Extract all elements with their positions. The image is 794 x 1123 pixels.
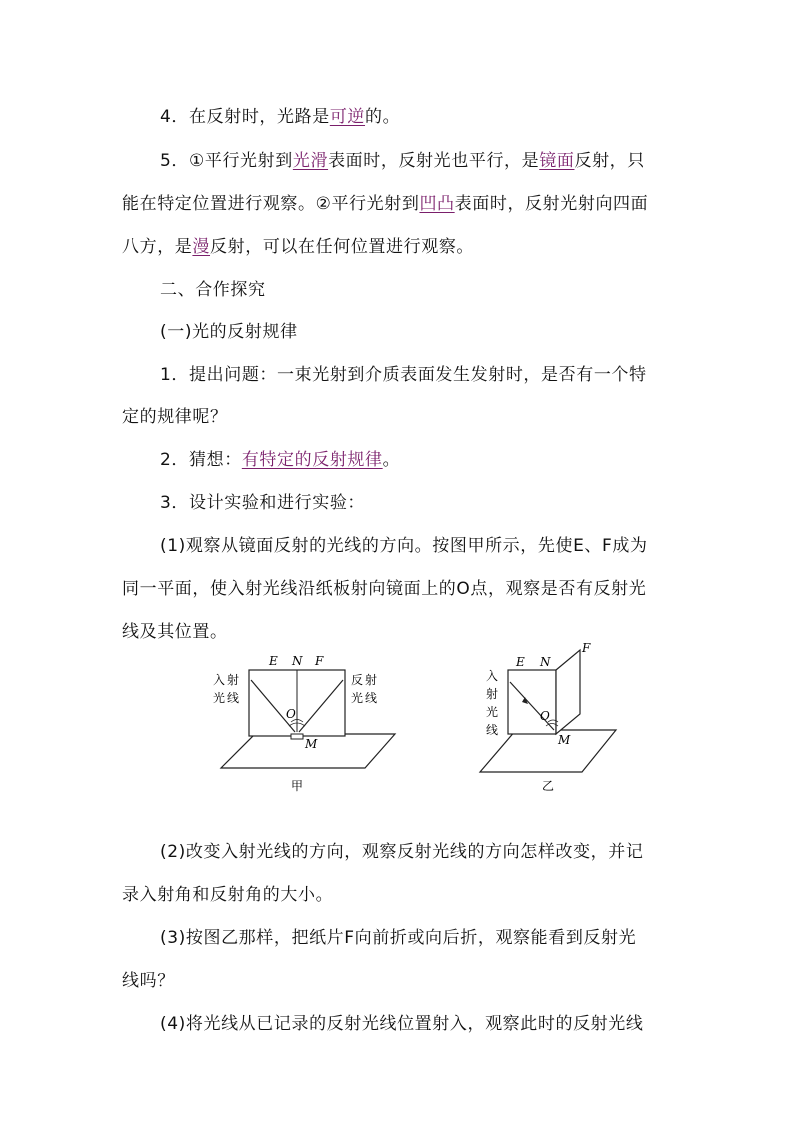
label-incident-4: 线 <box>227 691 240 705</box>
label-reflected-4: 线 <box>365 691 378 705</box>
label-incident-1: 入 <box>486 669 499 683</box>
step-3: 3．设计实验和进行实验： <box>160 493 366 513</box>
label-reflected-2: 射 <box>365 673 378 687</box>
label-incident-3: 光 <box>486 705 499 719</box>
text: 5．①平行光射到 <box>160 151 293 171</box>
item-5-line-2 <box>122 193 648 215</box>
label-e: E <box>269 654 278 668</box>
step-3-2-line-1: (2)改变入射光线的方向，观察反射光线的方向怎样改变，并记 <box>160 842 644 862</box>
label-reflected-1: 反 <box>351 673 364 687</box>
text: 能在特定位置进行观察。②平行光射到 <box>122 194 420 214</box>
text: 的。 <box>365 107 401 127</box>
text: 反射，只 <box>574 151 645 171</box>
step-1-line-2: 定的规律呢？ <box>122 407 228 427</box>
mirror-m <box>291 734 303 739</box>
label-reflected-3: 光 <box>351 691 364 705</box>
label-m: M <box>558 733 571 747</box>
text: 。 <box>382 450 401 470</box>
caption-yi: 乙 <box>542 779 555 793</box>
text: 表面时，反射光也平行，是 <box>328 151 540 171</box>
step-3-1-line-1: (1)观察从镜面反射的光线的方向。按图甲所示，先使E、F成为 <box>160 536 648 556</box>
step-2 <box>160 449 400 471</box>
subsection-heading: (一)光的反射规律 <box>160 322 298 342</box>
item-4 <box>160 106 400 128</box>
label-n: N <box>292 654 303 668</box>
step-3-4-line-1: (4)将光线从已记录的反射光线位置射入，观察此时的反射光线 <box>160 1014 644 1034</box>
item-5-line-1 <box>160 150 645 172</box>
text: 4．在反射时，光路是 <box>160 107 330 127</box>
section-heading: 二、合作探究 <box>160 280 266 300</box>
answer-hypothesis: 有特定的反射规律 <box>241 450 383 470</box>
label-e: E <box>516 655 525 669</box>
text: 表面时，反射光射向四面 <box>454 194 649 214</box>
figure-yi <box>470 642 630 800</box>
step-3-2-line-2: 录入射角和反射角的大小。 <box>122 885 334 905</box>
answer-reversible: 可逆 <box>329 107 366 127</box>
step-3-1-line-3: 线及其位置。 <box>122 622 228 642</box>
label-incident-1: 入 <box>213 673 226 687</box>
answer-diffuse: 漫 <box>192 237 211 257</box>
label-incident-4: 线 <box>486 723 499 737</box>
answer-uneven: 凹凸 <box>419 194 455 214</box>
label-o: O <box>540 709 550 723</box>
cardboard-f-folded <box>556 650 580 734</box>
step-3-3-line-2: 线吗？ <box>122 971 175 991</box>
step-1-line-1: 1．提出问题：一束光射到介质表面发生发射时，是否有一个特 <box>160 365 647 385</box>
item-5-line-3 <box>122 236 474 258</box>
label-incident-2: 射 <box>227 673 240 687</box>
label-m: M <box>305 737 318 751</box>
step-3-3-line-1: (3)按图乙那样，把纸片F向前折或向后折，观察能看到反射光 <box>160 928 637 948</box>
text: 反射，可以在任何位置进行观察。 <box>210 237 475 257</box>
answer-smooth: 光滑 <box>292 151 329 171</box>
label-n: N <box>540 655 551 669</box>
label-o: O <box>286 707 296 721</box>
label-incident-3: 光 <box>213 691 226 705</box>
label-f: F <box>582 642 591 655</box>
text: 八方，是 <box>122 237 193 257</box>
answer-mirror: 镜面 <box>539 151 575 171</box>
mirror-plane <box>480 730 616 772</box>
step-3-1-line-2: 同一平面，使入射光线沿纸板射向镜面上的O点，观察是否有反射光 <box>122 579 647 599</box>
figure-jia <box>205 650 405 800</box>
label-incident-2: 射 <box>486 687 499 701</box>
text: 2．猜想： <box>160 450 242 470</box>
caption-jia: 甲 <box>291 779 304 793</box>
label-f: F <box>315 654 324 668</box>
